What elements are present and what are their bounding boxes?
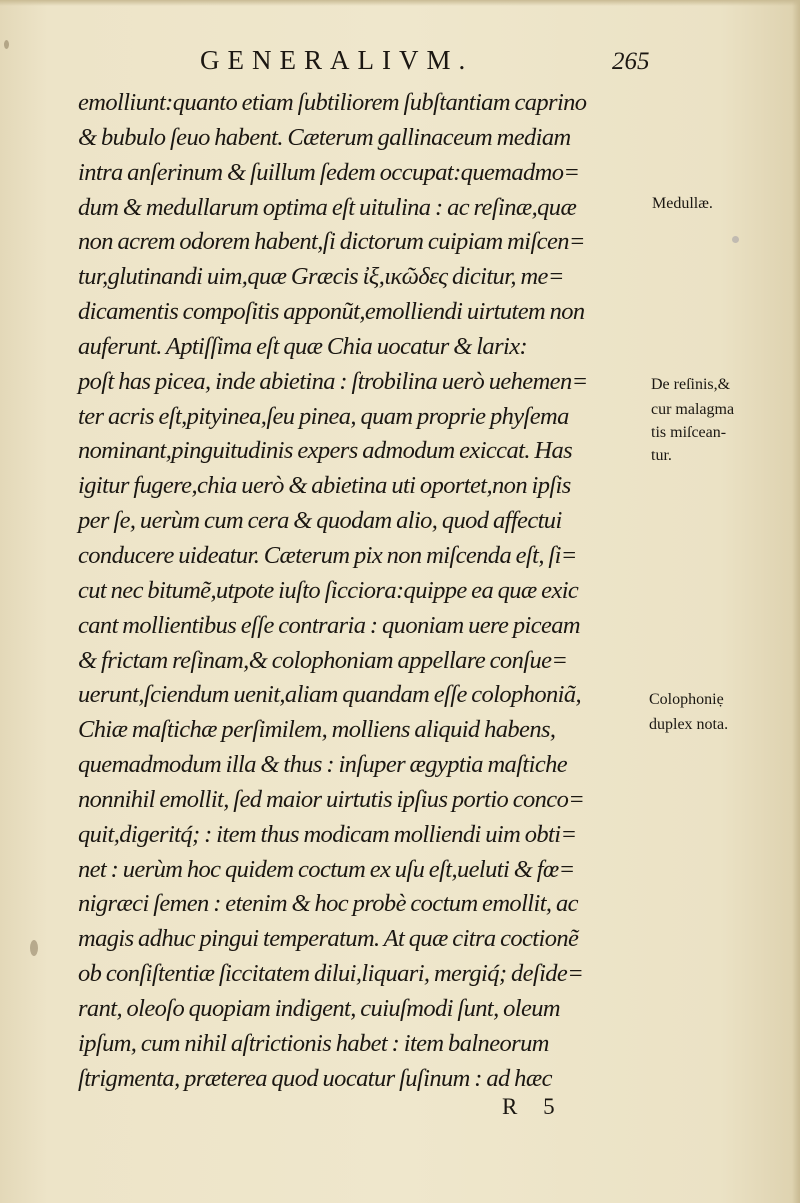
page-number: 265 xyxy=(612,48,650,75)
text-line: poſt has picea, inde abietina : ſtrobilina uerò uehemen= xyxy=(78,367,588,395)
text-line: auferunt. Aptiſſima eſt quæ Chia uocatur & larix: xyxy=(78,332,528,360)
text-line: emolliunt:quanto etiam ſubtiliorem ſubſtantiam caprino xyxy=(78,89,587,116)
ink-speck xyxy=(4,40,9,49)
margin-note-colophonie-line-1: Colophoniẹ xyxy=(649,691,724,708)
margin-note-resinis-line-1: De reſinis,& xyxy=(651,376,731,393)
running-title: GENERALIVM. xyxy=(200,45,474,75)
text-line: conducere uideatur. Cæterum pix non miſcenda eſt, ſi= xyxy=(78,541,577,569)
text-line: cant mollientibus eſſe contraria : quoniam uere piceam xyxy=(78,611,580,639)
text-line: dum & medullarum optima eſt uitulina : ac reſinæ,quæ xyxy=(78,193,577,221)
page-top-edge xyxy=(0,0,800,6)
text-line: tur,glutinandi uim,quæ Græcis ἰξ,ικῶδες dicitur, me= xyxy=(78,263,564,291)
text-line: dicamentis compoſitis apponũt,emolliendi uirtutem non xyxy=(78,298,585,326)
text-line: ipſum, cum nihil aſtrictionis habet : item balneorum xyxy=(78,1029,549,1057)
text-line: igitur fugere,chia uerò & abietina uti oportet,non ipſis xyxy=(78,472,571,500)
text-line: nigræci ſemen : etenim & hoc probè coctum emollit, ac xyxy=(78,890,578,918)
text-line: intra anſerinum & ſuillum ſedem occupat:quemadmo= xyxy=(78,158,580,186)
text-line: nonnihil emollit, ſed maior uirtutis ipſius portio conco= xyxy=(78,785,585,813)
text-line: nominant,pinguitudinis expers admodum exiccat. Has xyxy=(78,437,573,465)
text-line: net : uerùm hoc quidem coctum ex uſu eſt,ueluti & fœ= xyxy=(78,855,575,883)
margin-note-medullae: Medullæ. xyxy=(652,195,713,212)
page-right-edge xyxy=(792,0,800,1203)
ink-speck xyxy=(732,236,739,243)
text-line: magis adhuc pingui temperatum. At quæ citra coctionẽ xyxy=(78,925,579,953)
text-line: cut nec bitumẽ,utpote iuſto ſicciora:quippe ea quæ exic xyxy=(78,576,579,604)
text-line: ſtrigmenta, præterea quod uocatur ſuſinum : ad hæc xyxy=(78,1064,552,1092)
text-line: & bubulo ſeuo habent. Cæterum gallinaceum mediam xyxy=(78,123,571,151)
text-line: Chiæ maſtichæ perſimilem, molliens aliquid habens, xyxy=(78,716,556,744)
text-line: & frictam reſinam,& colophoniam appellare conſue= xyxy=(78,646,568,674)
main-text-block xyxy=(78,86,648,1096)
margin-note-resinis-line-3: tis miſcean- xyxy=(651,424,727,441)
text-line: rant, oleoſo quopiam indigent, cuiuſmodi ſunt, oleum xyxy=(78,994,561,1022)
text-line: quemadmodum illa & thus : inſuper ægyptia maſtiche xyxy=(78,751,568,779)
ink-speck xyxy=(30,940,38,956)
signature-mark: R 5 xyxy=(502,1094,565,1119)
margin-note-resinis-line-4: tur. xyxy=(651,447,672,464)
text-line: per ſe, uerùm cum cera & quodam alio, quod affectui xyxy=(78,507,562,535)
text-line: non acrem odorem habent,ſi dictorum cuipiam miſcen= xyxy=(78,228,585,256)
margin-note-resinis-line-2: cur malagma xyxy=(651,401,735,418)
text-line: quit,digeritq́; : item thus modicam molliendi uim obti= xyxy=(78,820,577,848)
text-line: ter acris eſt,pityinea,ſeu pinea, quam proprie phyſema xyxy=(78,402,569,430)
text-line: uerunt,ſciendum uenit,aliam quandam eſſe colophoniã, xyxy=(78,681,582,709)
margin-note-colophonie-line-2: duplex nota. xyxy=(649,716,729,733)
text-line: ob conſiſtentiæ ſiccitatem dilui,liquari, mergiq́; deſide= xyxy=(78,960,584,988)
